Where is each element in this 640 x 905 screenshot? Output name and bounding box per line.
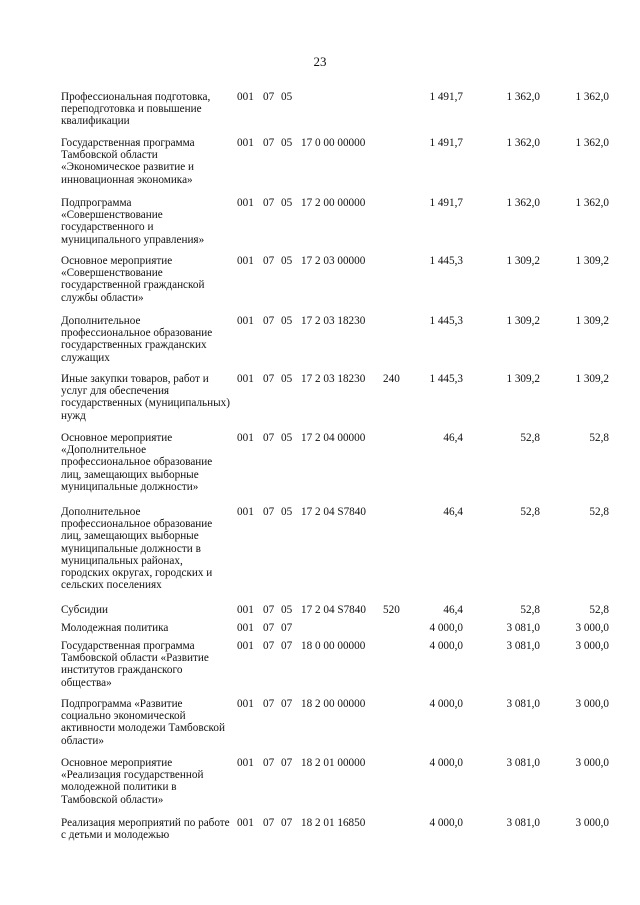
row-target-article: 17 2 04 S7840 bbox=[301, 604, 366, 616]
row-value-year2: 1 309,2 bbox=[506, 373, 540, 385]
row-value-year2: 3 081,0 bbox=[506, 757, 540, 769]
row-section-code: 07 bbox=[263, 622, 275, 634]
row-section-code: 07 bbox=[263, 604, 275, 616]
row-section-code: 07 bbox=[263, 315, 275, 327]
row-target-article: 18 0 00 00000 bbox=[301, 640, 366, 652]
row-name: Основное мероприятие «Дополнительное профессиональное образование лиц, замещающих выборные муниципальные должности» bbox=[61, 432, 213, 493]
row-ved-code: 001 bbox=[237, 315, 254, 327]
row-value-year1: 4 000,0 bbox=[429, 817, 463, 829]
row-value-year3: 52,8 bbox=[589, 432, 609, 444]
row-ved-code: 001 bbox=[237, 255, 254, 267]
row-section-code: 07 bbox=[263, 757, 275, 769]
row-section-code: 07 bbox=[263, 255, 275, 267]
row-expense-type: 240 bbox=[383, 373, 400, 385]
row-value-year3: 1 309,2 bbox=[575, 373, 609, 385]
row-value-year1: 1 491,7 bbox=[429, 91, 463, 103]
row-section-code: 07 bbox=[263, 432, 275, 444]
row-name: Государственная программа Тамбовской области «Экономическое развитие и инновационная экономика» bbox=[61, 137, 195, 186]
row-subsection-code: 05 bbox=[281, 604, 293, 616]
row-value-year2: 1 362,0 bbox=[506, 137, 540, 149]
row-section-code: 07 bbox=[263, 137, 275, 149]
row-subsection-code: 05 bbox=[281, 506, 293, 518]
row-ved-code: 001 bbox=[237, 137, 254, 149]
row-value-year3: 1 309,2 bbox=[575, 315, 609, 327]
row-ved-code: 001 bbox=[237, 197, 254, 209]
row-name: Молодежная политика bbox=[61, 622, 169, 634]
row-value-year2: 1 362,0 bbox=[506, 91, 540, 103]
row-value-year2: 52,8 bbox=[520, 506, 540, 518]
row-expense-type: 520 bbox=[383, 604, 400, 616]
row-name: Основное мероприятие «Реализация государственной молодежной политики в Тамбовской области» bbox=[61, 757, 204, 806]
row-value-year3: 52,8 bbox=[589, 506, 609, 518]
row-value-year1: 46,4 bbox=[443, 432, 463, 444]
row-subsection-code: 05 bbox=[281, 91, 293, 103]
row-value-year3: 3 000,0 bbox=[575, 622, 609, 634]
page-number: 23 bbox=[313, 54, 327, 69]
row-subsection-code: 05 bbox=[281, 255, 293, 267]
row-ved-code: 001 bbox=[237, 757, 254, 769]
row-target-article: 17 2 04 00000 bbox=[301, 432, 366, 444]
row-value-year3: 1 362,0 bbox=[575, 197, 609, 209]
row-value-year2: 1 362,0 bbox=[506, 197, 540, 209]
row-value-year1: 1 491,7 bbox=[429, 137, 463, 149]
row-subsection-code: 07 bbox=[281, 757, 293, 769]
row-value-year3: 3 000,0 bbox=[575, 757, 609, 769]
row-ved-code: 001 bbox=[237, 604, 254, 616]
row-value-year1: 46,4 bbox=[443, 604, 463, 616]
row-value-year2: 1 309,2 bbox=[506, 315, 540, 327]
row-subsection-code: 07 bbox=[281, 622, 293, 634]
row-value-year1: 4 000,0 bbox=[429, 622, 463, 634]
row-name: Подпрограмма «Совершенствование государственного и муниципального управления» bbox=[61, 197, 205, 246]
row-name: Субсидии bbox=[61, 604, 108, 616]
row-target-article: 17 0 00 00000 bbox=[301, 137, 366, 149]
row-target-article: 18 2 01 16850 bbox=[301, 817, 366, 829]
row-section-code: 07 bbox=[263, 197, 275, 209]
row-ved-code: 001 bbox=[237, 698, 254, 710]
row-name: Профессиональная подготовка, переподготовка и повышение квалификации bbox=[61, 91, 211, 128]
row-section-code: 07 bbox=[263, 373, 275, 385]
row-name: Иные закупки товаров, работ и услуг для обеспечения государственных (муниципальных) нужд bbox=[61, 373, 230, 422]
row-name: Дополнительное профессиональное образование государственных гражданских служащих bbox=[61, 315, 213, 364]
row-section-code: 07 bbox=[263, 640, 275, 652]
row-subsection-code: 05 bbox=[281, 137, 293, 149]
row-value-year3: 3 000,0 bbox=[575, 698, 609, 710]
row-target-article: 17 2 03 18230 bbox=[301, 315, 366, 327]
row-value-year1: 46,4 bbox=[443, 506, 463, 518]
row-ved-code: 001 bbox=[237, 640, 254, 652]
row-target-article: 18 2 01 00000 bbox=[301, 757, 366, 769]
row-value-year2: 3 081,0 bbox=[506, 817, 540, 829]
row-subsection-code: 07 bbox=[281, 698, 293, 710]
row-value-year3: 52,8 bbox=[589, 604, 609, 616]
row-value-year1: 4 000,0 bbox=[429, 698, 463, 710]
row-value-year2: 52,8 bbox=[520, 432, 540, 444]
row-target-article: 17 2 03 18230 bbox=[301, 373, 366, 385]
row-target-article: 17 2 04 S7840 bbox=[301, 506, 366, 518]
row-subsection-code: 07 bbox=[281, 817, 293, 829]
row-value-year3: 1 362,0 bbox=[575, 137, 609, 149]
row-ved-code: 001 bbox=[237, 622, 254, 634]
row-value-year2: 1 309,2 bbox=[506, 255, 540, 267]
row-subsection-code: 05 bbox=[281, 315, 293, 327]
row-target-article: 17 2 00 00000 bbox=[301, 197, 366, 209]
row-section-code: 07 bbox=[263, 91, 275, 103]
row-value-year1: 1 445,3 bbox=[429, 373, 463, 385]
row-name: Основное мероприятие «Совершенствование государственной гражданской службы области» bbox=[61, 255, 205, 304]
row-name: Дополнительное профессиональное образование лиц, замещающих выборные муниципальные должности в муниципальных районах, городских округах, городских и сельских поселениях bbox=[61, 506, 213, 592]
row-value-year1: 1 445,3 bbox=[429, 315, 463, 327]
row-value-year2: 3 081,0 bbox=[506, 698, 540, 710]
row-value-year2: 3 081,0 bbox=[506, 640, 540, 652]
row-target-article: 18 2 00 00000 bbox=[301, 698, 366, 710]
row-value-year3: 3 000,0 bbox=[575, 817, 609, 829]
row-section-code: 07 bbox=[263, 817, 275, 829]
row-subsection-code: 05 bbox=[281, 197, 293, 209]
row-ved-code: 001 bbox=[237, 506, 254, 518]
row-ved-code: 001 bbox=[237, 432, 254, 444]
row-ved-code: 001 bbox=[237, 817, 254, 829]
row-value-year3: 1 362,0 bbox=[575, 91, 609, 103]
row-ved-code: 001 bbox=[237, 91, 254, 103]
row-name: Реализация мероприятий по работе с детьми и молодежью bbox=[61, 817, 230, 842]
row-value-year1: 1 445,3 bbox=[429, 255, 463, 267]
row-subsection-code: 05 bbox=[281, 373, 293, 385]
row-ved-code: 001 bbox=[237, 373, 254, 385]
row-subsection-code: 07 bbox=[281, 640, 293, 652]
row-subsection-code: 05 bbox=[281, 432, 293, 444]
row-value-year1: 4 000,0 bbox=[429, 640, 463, 652]
row-value-year1: 1 491,7 bbox=[429, 197, 463, 209]
row-value-year3: 3 000,0 bbox=[575, 640, 609, 652]
row-value-year2: 3 081,0 bbox=[506, 622, 540, 634]
row-value-year3: 1 309,2 bbox=[575, 255, 609, 267]
row-value-year1: 4 000,0 bbox=[429, 757, 463, 769]
row-name: Подпрограмма «Развитие социально экономической активности молодежи Тамбовской области» bbox=[61, 698, 225, 747]
row-section-code: 07 bbox=[263, 506, 275, 518]
row-section-code: 07 bbox=[263, 698, 275, 710]
row-name: Государственная программа Тамбовской области «Развитие институтов гражданского общества» bbox=[61, 640, 209, 689]
row-value-year2: 52,8 bbox=[520, 604, 540, 616]
row-target-article: 17 2 03 00000 bbox=[301, 255, 366, 267]
